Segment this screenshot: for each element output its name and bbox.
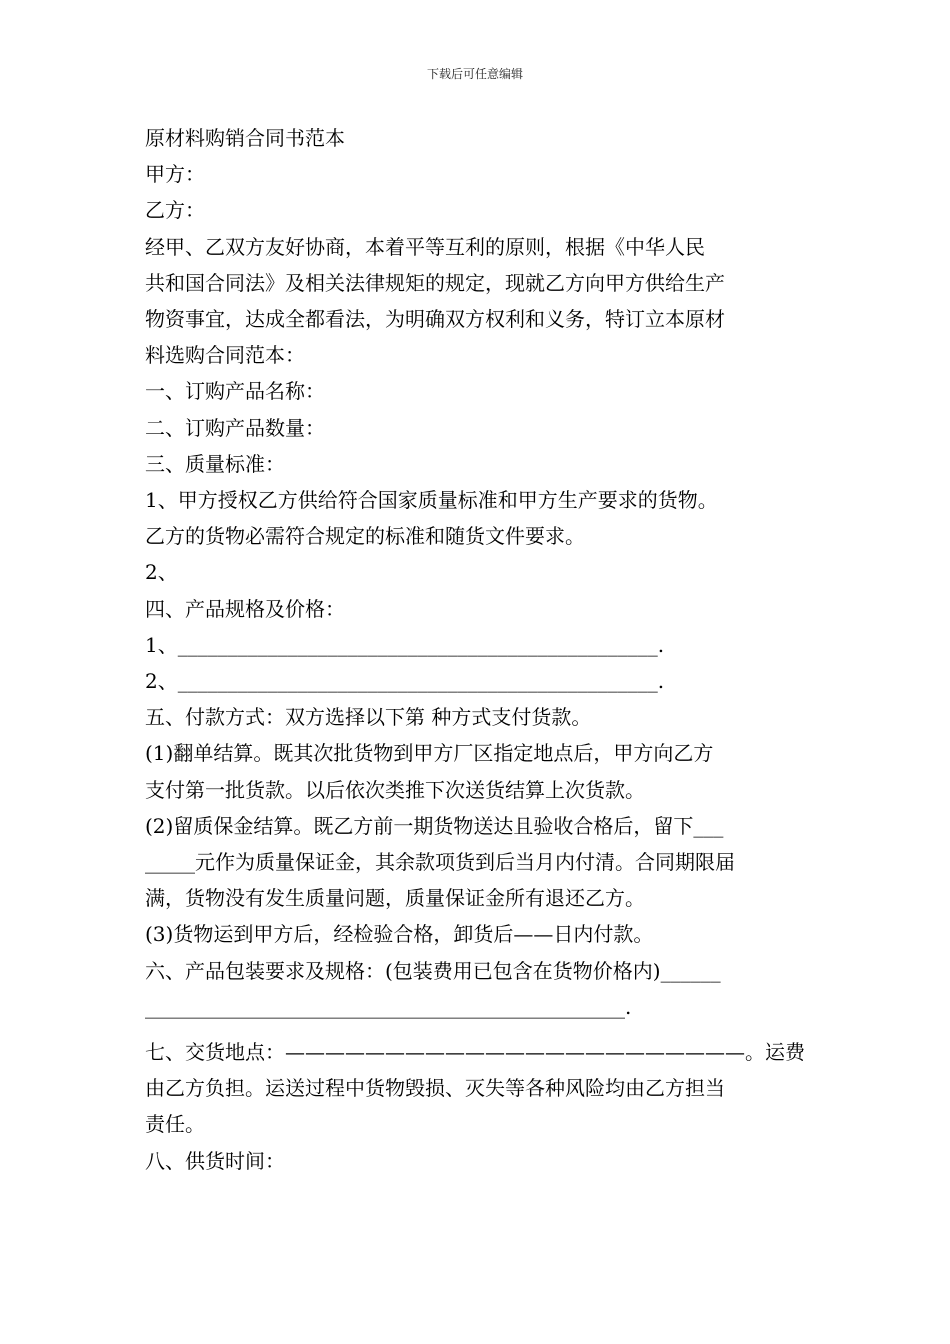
party-a-line: 甲方： <box>145 162 205 187</box>
blank-fill-line: ________________________________________________. <box>145 994 632 1019</box>
clause-line: 支付第一批货款。以后依次类推下次送货结算上次货款。 <box>145 777 645 802</box>
section-heading: 八、供货时间： <box>145 1148 285 1173</box>
clause-line: (1)翻单结算。既其次批货物到甲方厂区指定地点后，甲方向乙方 <box>145 741 714 766</box>
section-heading: 六、产品包装要求及规格：(包装费用已包含在货物价格内)______ <box>145 958 721 983</box>
document-title: 原材料购销合同书范本 <box>145 126 345 150</box>
clause-line: 1、甲方授权乙方供给符合国家质量标准和甲方生产要求的货物。 <box>145 488 718 513</box>
clause-line: _____元作为质量保证金，其余款项货到后当月内付清。合同期限届 <box>145 850 735 875</box>
clause-line: (3)货物运到甲方后，经检验合格，卸货后——日内付款。 <box>145 922 654 947</box>
preamble-line: 料选购合同范本： <box>145 343 305 368</box>
party-b-line: 乙方： <box>145 198 205 223</box>
clause-line: 责任。 <box>145 1112 205 1137</box>
preamble-line: 共和国合同法》及相关法律规矩的规定，现就乙方向甲方供给生产 <box>145 270 725 295</box>
clause-line: 满，货物没有发生质量问题，质量保证金所有退还乙方。 <box>145 886 645 911</box>
preamble-line: 经甲、乙双方友好协商，本着平等互利的原则，根据《中华人民 <box>145 234 705 259</box>
clause-line: 由乙方负担。运送过程中货物毁损、灭失等各种风险均由乙方担当 <box>145 1076 725 1101</box>
blank-fill-line: 1、________________________________________________. <box>145 632 665 657</box>
section-heading: 二、订购产品数量： <box>145 415 325 440</box>
contract-body <box>145 120 810 1179</box>
clause-line: 2、 <box>145 560 178 585</box>
section-heading: 一、订购产品名称： <box>145 379 325 404</box>
section-heading: 五、付款方式：双方选择以下第 种方式支付货款。 <box>145 705 592 730</box>
section-heading: 三、质量标准： <box>145 451 285 476</box>
section-heading: 七、交货地点：———————————————————————。运费 <box>145 1040 805 1065</box>
preamble-line: 物资事宜，达成全都看法，为明确双方权利和义务，特订立本原材 <box>145 307 725 332</box>
clause-line: (2)留质保金结算。既乙方前一期货物送达且验收合格后，留下___ <box>145 813 724 838</box>
section-heading: 四、产品规格及价格： <box>145 596 345 621</box>
blank-fill-line: 2、________________________________________________. <box>145 669 665 694</box>
page-header: 下载后可任意编辑 <box>426 67 523 81</box>
clause-line: 乙方的货物必需符合规定的标准和随货文件要求。 <box>145 524 585 549</box>
